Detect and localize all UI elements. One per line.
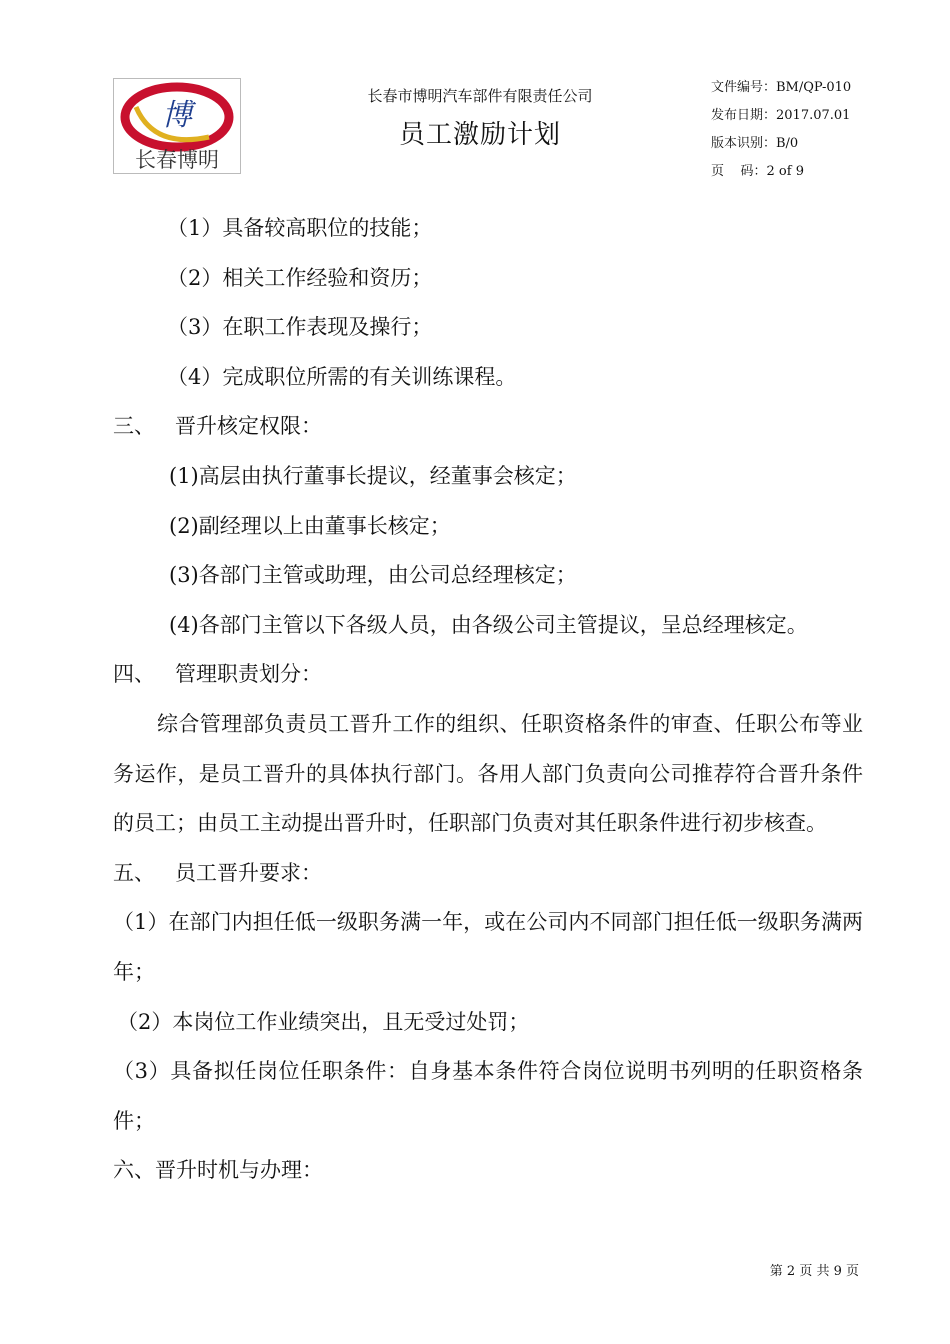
list-item: (3)各部门主管或助理，由公司总经理核定；: [169, 563, 577, 588]
list-item: （2）本岗位工作业绩突出，且无受过处罚；: [117, 1009, 530, 1034]
list-item: （3）在职工作表现及操行；: [167, 315, 433, 340]
list-item: (4)各部门主管以下各级人员，由各级公司主管提议，呈总经理核定。: [169, 612, 808, 637]
list-item: （1）具备较高职位的技能；: [167, 216, 433, 240]
section-heading: 六、晋升时机与办理：: [113, 1158, 323, 1183]
list-item: （4）完成职位所需的有关训练课程。: [167, 364, 517, 389]
list-item: (1)高层由执行董事长提议，经董事会核定；: [169, 463, 577, 488]
section-heading: 五、 员工晋升要求：: [113, 860, 323, 885]
page-code: 页 码：2 of 9: [711, 164, 804, 179]
issue-date: 发布日期：2017.07.01: [711, 108, 851, 123]
doc-number: 文件编号：BM/QP-010: [711, 80, 852, 95]
document-title: 员工激励计划: [398, 120, 561, 150]
paragraph: 综合管理部负责员工晋升工作的组织、任职资格条件的审查、任职公布等业务运作，是员工晋升的具体执行部门。各用人部门负责向公司推荐符合晋升条件的员工；由员工主动提出晋升时，任职部门负责对其任职条件进行初步核查。: [113, 711, 863, 836]
logo-glyph: 博: [162, 98, 192, 133]
section-heading: 四、 管理职责划分：: [113, 662, 323, 687]
list-item: (2)副经理以上由董事长核定；: [169, 513, 451, 538]
section-heading: 三、 晋升核定权限：: [113, 414, 323, 439]
list-item: （1）在部门内担任低一级职务满一年，或在公司内不同部门担任低一级职务满两年；: [113, 910, 863, 984]
list-item: （3）具备拟任岗位任职条件：自身基本条件符合岗位说明书列明的任职资格条件；: [113, 1059, 863, 1133]
document-body: [113, 204, 863, 1196]
page-footer: 第 2 页 共 9 页: [769, 1264, 859, 1279]
company-logo: [113, 78, 241, 174]
version-id: 版本识别：B/0: [711, 136, 799, 151]
list-item: （2）相关工作经验和资历；: [167, 265, 433, 290]
company-name: 长春市博明汽车部件有限责任公司: [367, 87, 593, 105]
document-meta: [711, 74, 911, 186]
logo-text: 长春博明: [135, 148, 219, 172]
